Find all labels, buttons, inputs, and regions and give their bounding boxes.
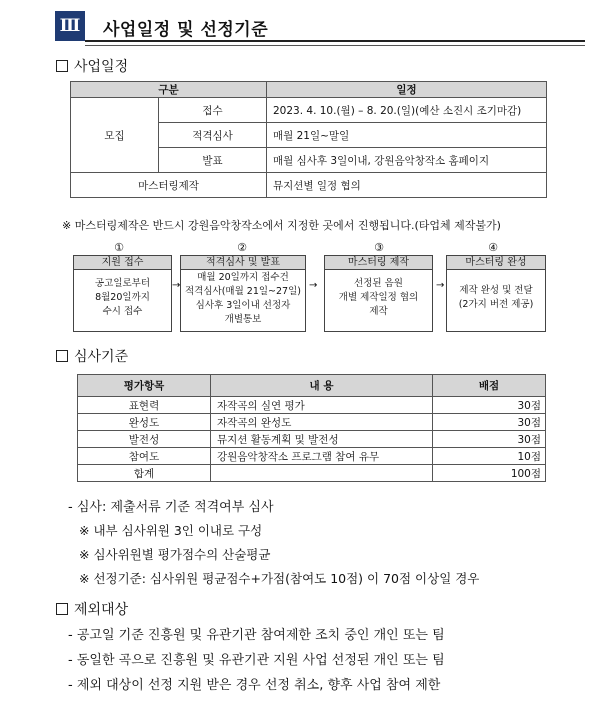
table-header-cell: 평가항목 <box>78 375 211 397</box>
table-header-cell: 내 용 <box>211 375 433 397</box>
flow-step-line: 8월20일까지 <box>95 292 150 303</box>
exclusion-heading-text: 제외대상 <box>74 602 129 618</box>
step-number: ④ <box>488 241 498 254</box>
mastering-note: ※ 마스터링제작은 반드시 강원음악창작소에서 지정한 곳에서 진행됩니다.(타업체 제작불가) <box>62 219 501 232</box>
table-header-cell: 일정 <box>267 82 547 98</box>
criteria-heading <box>56 346 128 366</box>
table-cell: 30점 <box>433 397 546 414</box>
criteria-note: - 심사: 제출서류 기준 적격여부 심사 <box>68 500 274 515</box>
arrow-right-icon: → <box>309 280 318 291</box>
exclusion-item: - 공고일 기준 진흥원 및 유관기관 참여제한 조치 중인 개인 또는 팀 <box>68 628 445 643</box>
flow-step-line: 선정된 음원 <box>354 278 403 289</box>
schedule-table <box>70 81 547 198</box>
checkbox-square-icon <box>56 350 68 362</box>
roman-numeral-badge: Ⅲ <box>55 11 85 41</box>
table-header-row <box>78 375 546 397</box>
flow-step-line: (2가지 버전 제공) <box>458 299 534 310</box>
table-cell: 10점 <box>433 448 546 465</box>
flow-step-title: 마스터링 완성 <box>447 256 545 270</box>
section-header <box>55 8 585 42</box>
table-cell <box>211 465 433 482</box>
flow-step-box <box>73 255 172 332</box>
table-cell: 뮤지션 활동계획 및 발전성 <box>211 431 433 448</box>
table-cell: 자작곡의 완성도 <box>211 414 433 431</box>
table-cell: 2023. 4. 10.(월) – 8. 20.(일)(예산 소진시 조기마감) <box>267 98 547 123</box>
schedule-heading <box>56 56 128 76</box>
flow-step-box <box>324 255 433 332</box>
table-cell: 30점 <box>433 414 546 431</box>
table-cell: 완성도 <box>78 414 211 431</box>
flow-step-line: 개별 제작일정 협의 <box>338 292 419 303</box>
table-cell: 표현력 <box>78 397 211 414</box>
flow-step-line: 심사후 3일이내 선정자 <box>195 300 291 311</box>
criteria-note: ※ 내부 심사위원 3인 이내로 구성 <box>79 523 263 538</box>
criteria-note: ※ 선정기준: 심사위원 평균점수+가점(참여도 10점) 이 70점 이상일 경우 <box>79 571 480 586</box>
step-number: ② <box>237 241 247 254</box>
table-cell: 발전성 <box>78 431 211 448</box>
table-cell: 강원음악창작소 프로그램 참여 유무 <box>211 448 433 465</box>
criteria-table <box>77 374 546 482</box>
table-row <box>71 98 547 123</box>
flow-step-box <box>446 255 546 332</box>
flow-step-title: 마스터링 제작 <box>325 256 432 270</box>
table-cell: 뮤지션별 일정 협의 <box>267 173 547 198</box>
table-total-row <box>78 465 546 482</box>
table-header-row <box>71 82 547 98</box>
flow-step-line: 적격심사(매월 21일~27일) <box>185 286 301 297</box>
criteria-heading-text: 심사기준 <box>74 349 129 365</box>
table-cell: 100점 <box>433 465 546 482</box>
table-row <box>78 414 546 431</box>
table-row <box>71 173 547 198</box>
exclusion-item: - 제외 대상이 선정 지원 받은 경우 선정 취소, 향후 사업 참여 제한 <box>68 678 441 693</box>
table-header-cell: 배점 <box>433 375 546 397</box>
table-cell: 발표 <box>159 148 267 173</box>
step-number: ③ <box>374 241 384 254</box>
flow-step-line: 매월 20일까지 접수건 <box>197 272 289 283</box>
table-cell: 합계 <box>78 465 211 482</box>
flow-step-line: 공고일로부터 <box>94 278 151 289</box>
schedule-heading-text: 사업일정 <box>74 59 129 75</box>
checkbox-square-icon <box>56 60 68 72</box>
table-header-cell: 구분 <box>71 82 267 98</box>
flow-step-line: 제작 완성 및 전달 <box>459 285 533 296</box>
criteria-note: ※ 심사위원별 평가점수의 산술평균 <box>79 547 271 562</box>
arrow-right-icon: → <box>172 280 181 291</box>
table-cell: 적격심사 <box>159 123 267 148</box>
header-underline-thin <box>85 45 585 46</box>
table-cell: 매월 21일~말일 <box>267 123 547 148</box>
step-number: ① <box>114 241 124 254</box>
flow-step-line: 개별통보 <box>224 314 262 325</box>
table-cell: 자작곡의 실연 평가 <box>211 397 433 414</box>
group-cell: 모집 <box>71 98 159 173</box>
checkbox-square-icon <box>56 603 68 615</box>
section-title: 사업일정 및 선정기준 <box>103 20 269 40</box>
table-cell: 참여도 <box>78 448 211 465</box>
table-cell: 마스터링제작 <box>71 173 267 198</box>
table-cell: 접수 <box>159 98 267 123</box>
flow-step-line: 수시 접수 <box>102 306 143 317</box>
header-underline <box>85 40 585 42</box>
table-row <box>78 397 546 414</box>
exclusion-item: - 동일한 곡으로 진흥원 및 유관기관 지원 사업 선정된 개인 또는 팀 <box>68 653 445 668</box>
table-cell: 30점 <box>433 431 546 448</box>
flow-step-title: 지원 접수 <box>74 256 171 270</box>
flow-step-box <box>180 255 306 332</box>
flow-step-line: 제작 <box>369 306 388 317</box>
table-row <box>78 448 546 465</box>
exclusion-heading <box>56 599 128 619</box>
flow-step-title: 적격심사 및 발표 <box>181 256 305 270</box>
table-cell: 매월 심사후 3일이내, 강원음악창작소 홈페이지 <box>267 148 547 173</box>
arrow-right-icon: → <box>436 280 445 291</box>
table-row <box>78 431 546 448</box>
